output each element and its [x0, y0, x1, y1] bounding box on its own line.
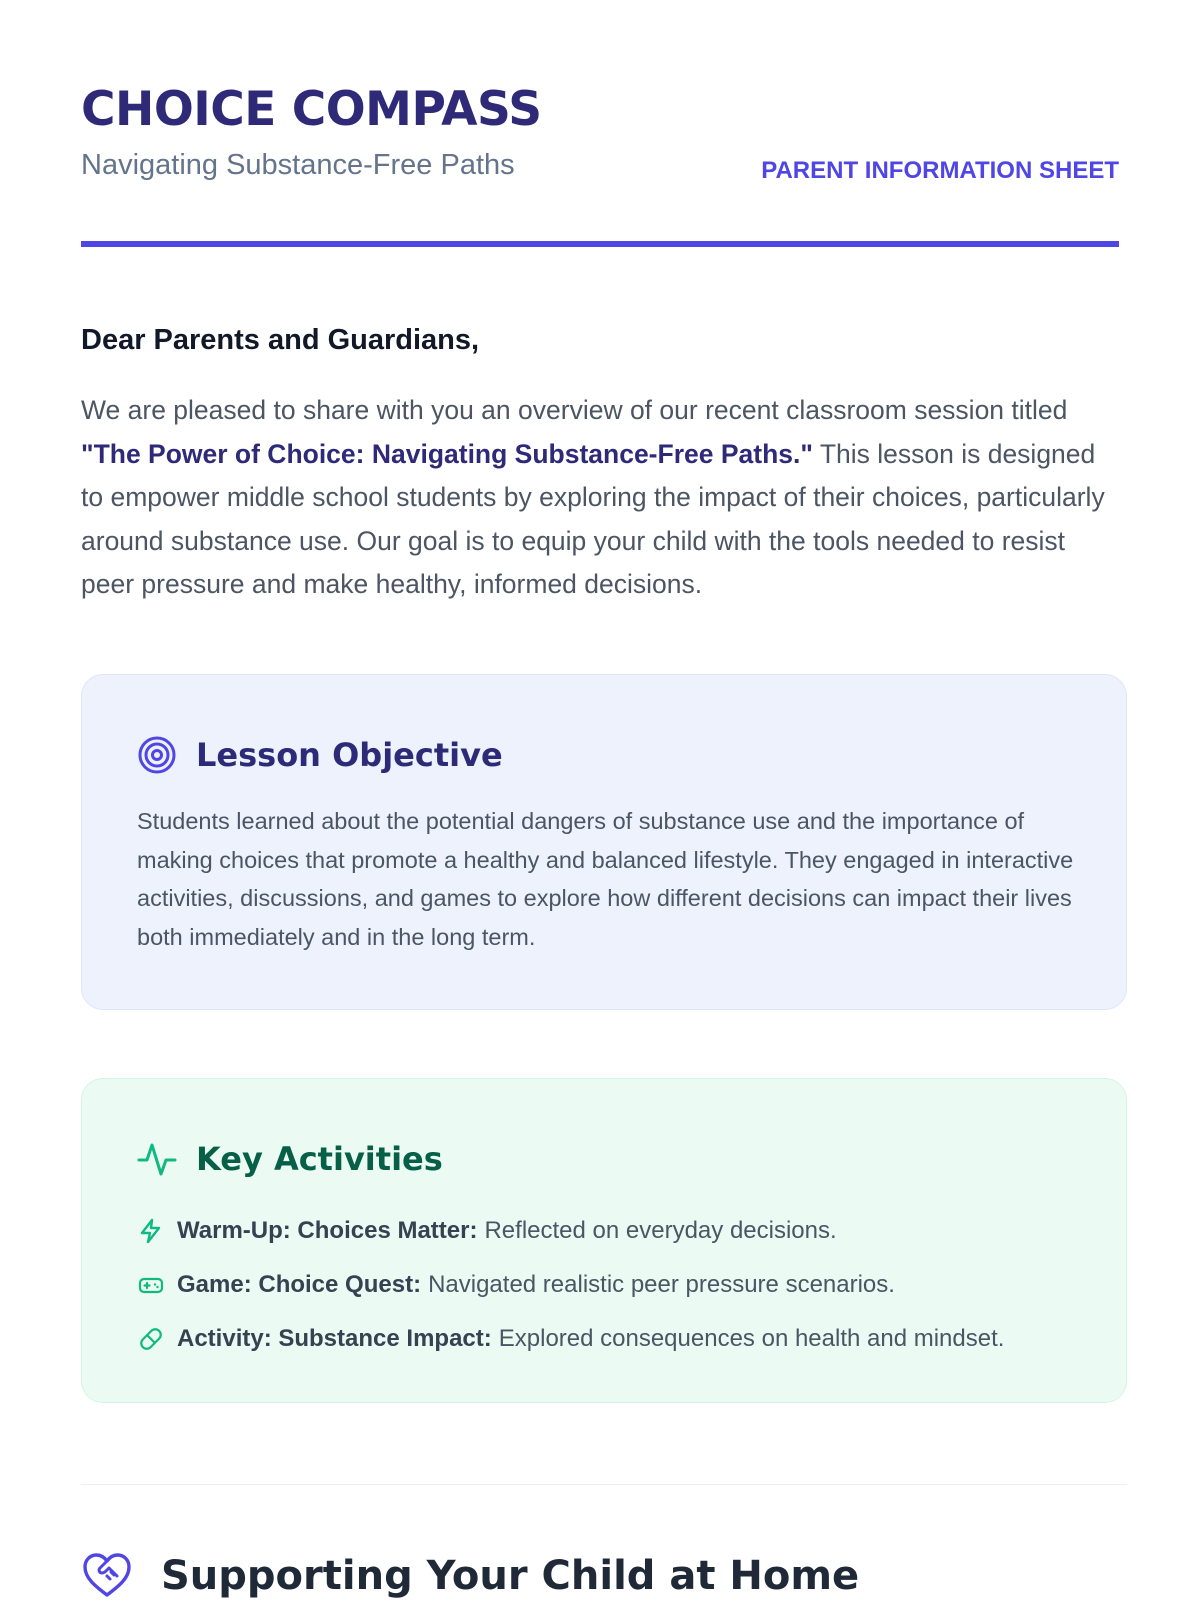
lesson-objective-text: Students learned about the potential dangers of substance use and the importance of making choices that promote a healthy and balanced lifestyle. They engaged in interactive activities, discussions, and games to explore how different decisions can impact their lives both immediately and in the long term. — [137, 808, 1074, 950]
header-rule — [81, 241, 1119, 247]
target-icon — [137, 735, 177, 775]
header — [81, 0, 1119, 250]
support-heading: Supporting Your Child at Home — [161, 1553, 860, 1599]
lesson-objective-card — [81, 674, 1127, 1010]
section-divider — [81, 1484, 1127, 1485]
activity-item-warm-up — [137, 1204, 1004, 1258]
heart-handshake-icon — [81, 1550, 133, 1600]
activity-item-substance — [137, 1312, 1004, 1366]
greeting: Dear Parents and Guardians, — [81, 324, 480, 356]
activity-name: Game: Choice Quest: — [177, 1271, 422, 1298]
activity-item-game — [137, 1258, 1004, 1312]
activity-name: Warm-Up: Choices Matter: — [177, 1217, 478, 1244]
key-activities-card — [81, 1078, 1127, 1403]
activity-name: Activity: Substance Impact: — [177, 1325, 492, 1352]
brand-subtitle: Navigating Substance-Free Paths — [81, 149, 515, 181]
intro-text-before: We are pleased to share with you an overview of our recent classroom session titled — [81, 395, 1068, 425]
activity-list — [137, 1204, 1004, 1366]
brand-title: CHOICE COMPASS — [81, 82, 542, 137]
key-activities-header — [137, 1137, 443, 1181]
key-activities-heading: Key Activities — [196, 1140, 443, 1178]
activity-icon — [137, 1139, 177, 1179]
lesson-objective-heading: Lesson Objective — [196, 736, 503, 774]
activity-description: Navigated realistic peer pressure scenarios. — [428, 1271, 895, 1298]
activity-description: Reflected on everyday decisions. — [484, 1217, 837, 1244]
lesson-objective-header — [137, 733, 503, 777]
pill-icon — [137, 1325, 165, 1353]
gamepad-icon — [137, 1271, 165, 1299]
support-section-header — [81, 1550, 859, 1600]
intro-paragraph — [81, 389, 1121, 607]
sheet-label: PARENT INFORMATION SHEET — [761, 157, 1119, 184]
lesson-title: "The Power of Choice: Navigating Substance-Free Paths." — [81, 438, 813, 469]
intro-text-after: This lesson is designed to empower middle school students by exploring the impact of their choices, particularly around substance use. Our goal is to equip your child with the tools needed to resist peer pressure and make healthy, informed decisions. — [81, 438, 1105, 599]
activity-description: Explored consequences on health and mindset. — [498, 1325, 1005, 1352]
zap-icon — [137, 1217, 165, 1245]
